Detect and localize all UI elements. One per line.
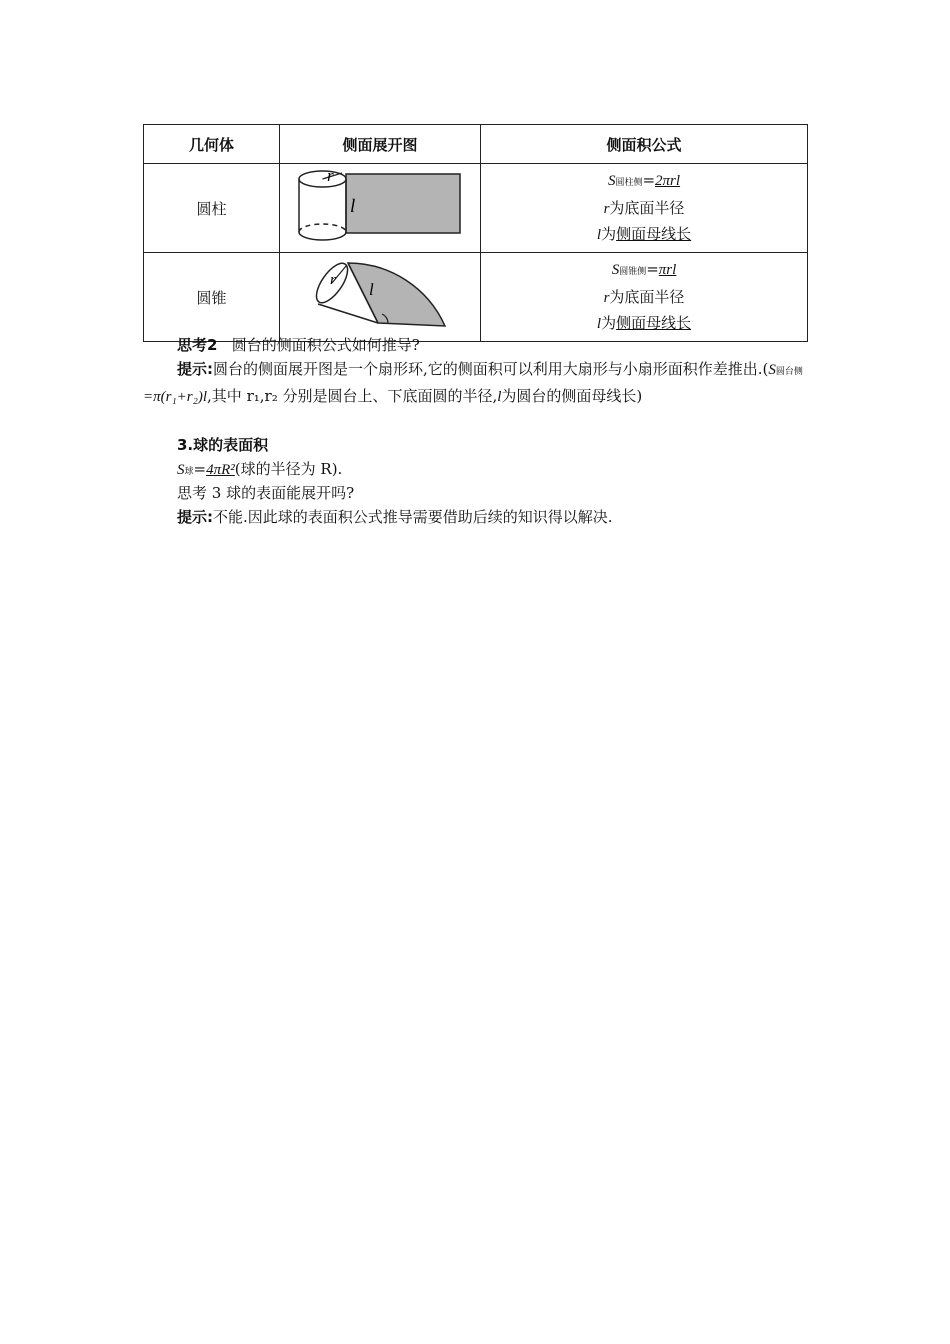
cylinder-r-def: r为底面半径	[603, 199, 685, 217]
header-solid: 几何体	[144, 125, 280, 164]
hint1-label: 提示:	[177, 360, 213, 378]
think2-question: 圆台的侧面积公式如何推导?	[231, 336, 420, 354]
table-row-cylinder	[144, 164, 808, 253]
svg-text:r: r	[327, 166, 334, 185]
header-formula: 侧面积公式	[481, 125, 808, 164]
cylinder-net-figure	[280, 164, 481, 253]
cone-unfolded-icon	[280, 253, 480, 337]
think2-label: 思考2	[177, 336, 218, 354]
hint2-label: 提示:	[177, 508, 213, 526]
sphere-formula: S球=4πR²(球的半径为 R).	[177, 460, 343, 478]
hint1-paragraph: 提示:圆台的侧面展开图是一个扇形环,它的侧面积可以利用大扇形与小扇形面积作差推出.(S圆台侧=π(r₁+r₂)l,其中 r₁,r₂ 分别是圆台上、下底面圆的半径,l为圆台的侧面母线长)	[143, 360, 803, 405]
cone-formula: S圆锥侧=πrl	[611, 260, 677, 278]
lateral-area-table	[143, 124, 808, 342]
cylinder-unfolded-icon	[280, 164, 480, 248]
cone-formula-cell	[481, 253, 808, 342]
hint2-paragraph: 提示:不能.因此球的表面积公式推导需要借助后续的知识得以解决.	[177, 508, 613, 526]
svg-text:r: r	[330, 272, 336, 288]
cylinder-formula-cell	[481, 164, 808, 253]
svg-text:l: l	[350, 196, 356, 217]
solid-name: 圆锥	[144, 253, 280, 342]
cone-l-def: l为侧面母线长	[596, 314, 692, 332]
section3-heading: 3.球的表面积	[177, 436, 269, 454]
table-row-cone	[144, 253, 808, 342]
solid-name: 圆柱	[144, 164, 280, 253]
cylinder-formula: S圆柱侧=2πrl	[607, 171, 681, 189]
think3-paragraph: 思考 3 球的表面能展开吗?	[177, 484, 355, 502]
think2-paragraph	[143, 333, 807, 357]
header-net: 侧面展开图	[280, 125, 481, 164]
cylinder-l-def: l为侧面母线长	[596, 225, 692, 243]
svg-text:l: l	[369, 280, 374, 299]
cone-r-def: r为底面半径	[603, 288, 685, 306]
cone-net-figure	[280, 253, 481, 342]
